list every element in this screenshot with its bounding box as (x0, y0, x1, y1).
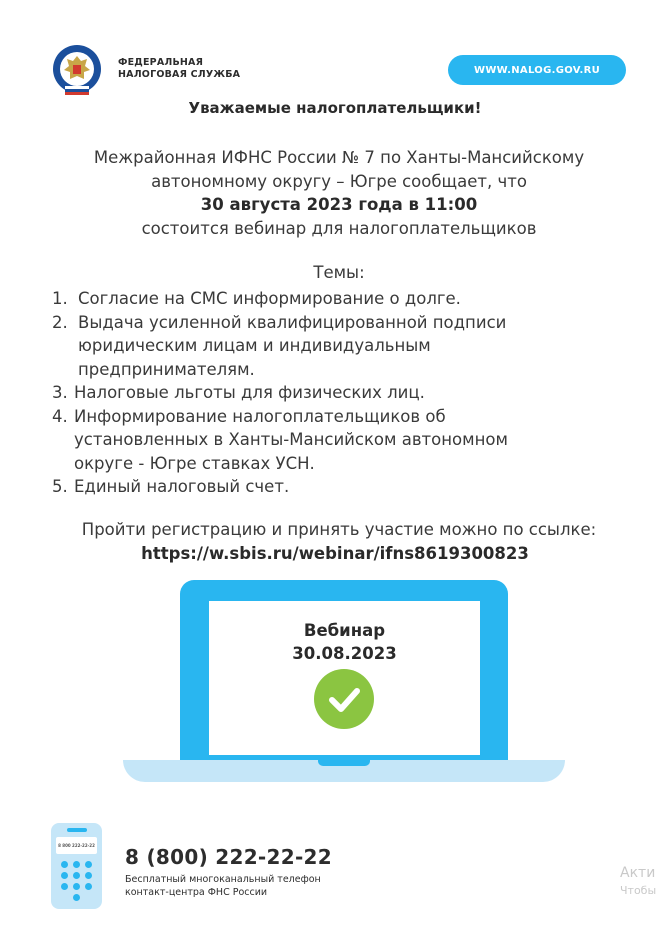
fns-emblem-icon (52, 42, 102, 98)
phone-speaker-icon (67, 828, 87, 832)
topic-number: 5. (52, 477, 68, 496)
registration-text: Пройти регистрацию и принять участие можно по ссылке: (81, 520, 597, 539)
topic-item (52, 381, 652, 405)
org-name (118, 57, 240, 81)
phone-screen: 8 800 222-22-22 (56, 837, 97, 854)
page-heading: Уважаемые налогоплательщики! (188, 99, 482, 117)
contact-desc-line2: контакт-центра ФНС России (125, 887, 268, 898)
topic-text: Выдача усиленной квалифицированной подписи юридическим лицам и индивидуальным предпринимателям. (78, 312, 507, 379)
topic-item (52, 475, 652, 499)
topic-item (52, 287, 652, 311)
topic-text: Налоговые льготы для физических лиц. (74, 383, 425, 402)
checkmark-icon (314, 669, 374, 729)
webinar-label (209, 619, 480, 665)
topics-title: Темы: (313, 263, 365, 282)
intro-line4: состоится вебинар для налогоплательщиков (141, 218, 537, 238)
watermark-line1: Акти (620, 865, 656, 881)
intro-date: 30 августа 2023 года в 11:00 (200, 195, 478, 214)
topics-list (52, 287, 652, 499)
org-name-line2: НАЛОГОВАЯ СЛУЖБА (118, 69, 241, 80)
topic-number: 4. (52, 406, 68, 426)
intro-text (0, 146, 659, 240)
contact-desc-line1: Бесплатный многоканальный телефон (125, 874, 321, 885)
intro-line1: Межрайонная ИФНС России № 7 по Ханты-Мансийскому (93, 148, 585, 167)
laptop-notch (318, 760, 370, 766)
topic-text: Единый налоговый счет. (74, 477, 290, 496)
intro-line2: автономному округу – Югре сообщает, что (151, 171, 527, 191)
watermark-line2: Чтобы (620, 884, 657, 897)
topic-number: 1. (52, 289, 68, 308)
topic-text: Информирование налогоплательщиков об установленных в Ханты-Мансийском автономном округе - Югре ставках УСН. (74, 406, 508, 473)
topic-item (52, 405, 652, 476)
site-link-button[interactable]: WWW.NALOG.GOV.RU (448, 55, 626, 85)
contact-description (125, 873, 321, 899)
activation-watermark (620, 864, 656, 900)
org-name-line1: ФЕДЕРАЛЬНАЯ (118, 57, 204, 68)
topic-number: 3. (52, 383, 68, 402)
topic-text: Согласие на СМС информирование о долге. (78, 289, 461, 308)
webinar-title: Вебинар (303, 621, 386, 640)
topic-number: 2. (52, 312, 68, 332)
topic-item (52, 311, 652, 382)
webinar-date: 30.08.2023 (292, 644, 397, 663)
contact-phone: 8 (800) 222-22-22 (125, 845, 332, 869)
registration-link[interactable]: https://w.sbis.ru/webinar/ifns8619300823 (141, 544, 529, 563)
